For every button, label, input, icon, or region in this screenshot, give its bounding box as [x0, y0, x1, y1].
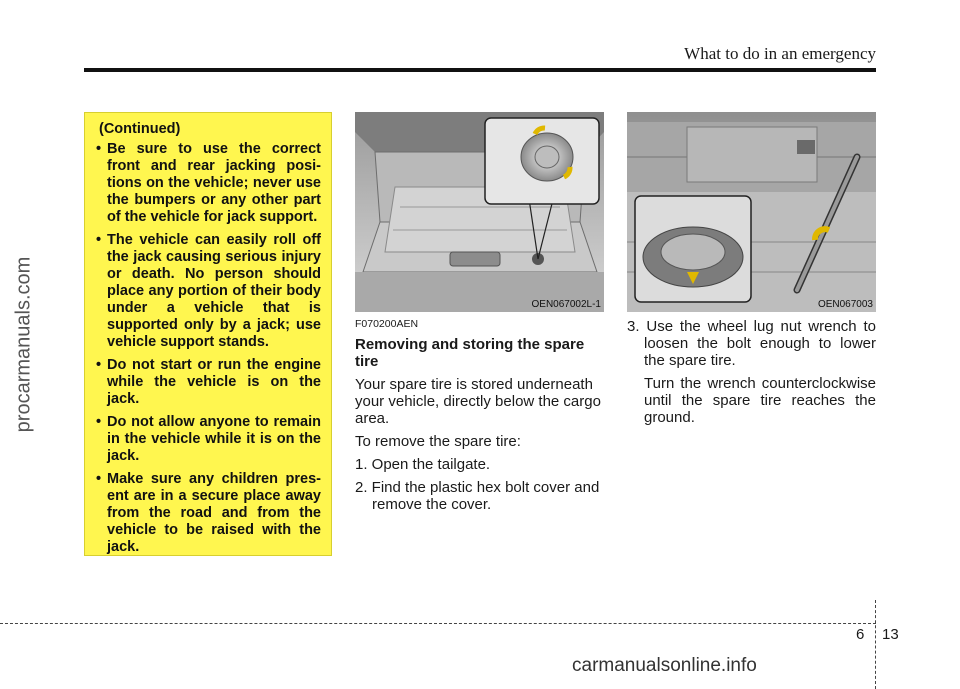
figure-code: OEN067002L-1 — [531, 299, 601, 310]
step-item: 2. Find the plastic hex bolt cover and remove the cover. — [355, 479, 600, 513]
lead-paragraph: To remove the spare tire: — [355, 433, 521, 450]
intro-paragraph: Your spare tire is stored underneath your vehicle, directly below the cargo area. — [355, 376, 601, 427]
cargo-area-illustration — [355, 112, 604, 312]
side-watermark — [4, 0, 44, 689]
side-watermark-text: procarmanuals.com — [12, 256, 35, 433]
warning-bullet: • Do not start or run the engine while the vehicle is on the jack. — [93, 357, 321, 408]
step-item: 1. Open the tailgate. — [355, 456, 491, 473]
warning-bullet: • Do not allow anyone to remain in the vehicle while it is on the jack. — [93, 414, 321, 465]
step-item: 3. Use the wheel lug nut wrench to loosen the bolt enough to lower the spare tire. — [627, 318, 876, 369]
chapter-number: 6 — [856, 626, 865, 643]
warning-bullet: • Make sure any children pres- ent are in a secure place away from the road and from the vehicle to be raised with the jack. — [93, 471, 321, 556]
page-number: 13 — [882, 626, 899, 643]
document-code: F070200AEN — [355, 318, 419, 330]
warning-bullet: • Be sure to use the correct front and rear jacking posi- tions on the vehicle; never use the bumpers or any other part of the vehicle for jack support. — [93, 141, 321, 226]
section-title: Removing and storing the spare tire — [355, 336, 585, 370]
warning-bullet: • The vehicle can easily roll off the jack causing serious injury or death. No person should place any portion of their body under a vehicle that is supported only by a jack; use vehicle support stands. — [93, 232, 321, 351]
footer-rule — [0, 623, 876, 624]
procedure-column-continued — [627, 318, 876, 432]
wrench-illustration — [627, 112, 876, 312]
warning-box — [84, 112, 332, 556]
figure-wrench — [627, 112, 876, 312]
step-detail: Turn the wrench counterclockwise until the spare tire reaches the ground. — [644, 375, 876, 426]
warning-continued-label: (Continued) — [99, 121, 181, 137]
procedure-column-main — [355, 318, 604, 519]
section-header-title: What to do in an emergency — [684, 44, 876, 63]
footer-divider — [875, 600, 876, 689]
bottom-watermark: carmanualsonline.info — [572, 655, 757, 676]
figure-cargo-area — [355, 112, 604, 312]
warning-list — [93, 141, 321, 556]
header-rule — [84, 68, 876, 72]
figure-code: OEN067003 — [817, 299, 873, 310]
